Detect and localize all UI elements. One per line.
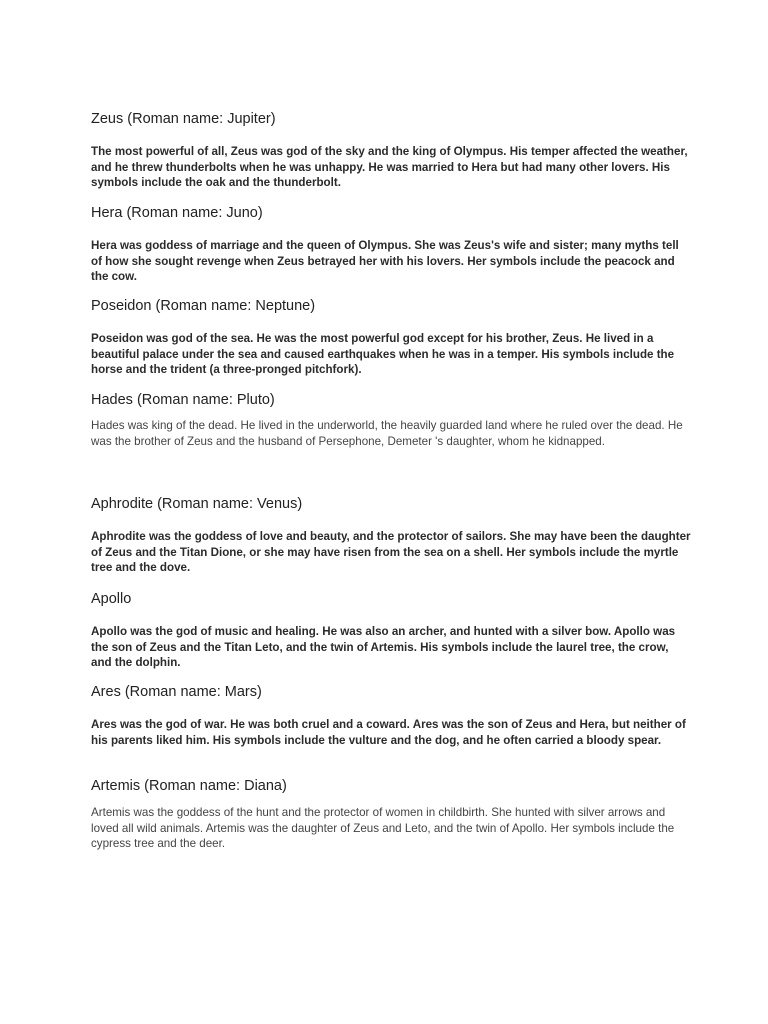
section-heading-zeus: Zeus (Roman name: Jupiter) bbox=[91, 111, 276, 127]
section-heading-aphrodite: Aphrodite (Roman name: Venus) bbox=[91, 496, 303, 512]
section-heading-hades: Hades (Roman name: Pluto) bbox=[91, 392, 275, 408]
section-heading-apollo: Apollo bbox=[91, 591, 132, 607]
section-heading-artemis: Artemis (Roman name: Diana) bbox=[91, 778, 287, 794]
section-heading-poseidon: Poseidon (Roman name: Neptune) bbox=[91, 298, 316, 314]
section-body-aphrodite: Aphrodite was the goddess of love and beauty, and the protector of sailors. She may have been the daughter of Zeus and the Titan Dione, or she may have risen from the sea on a shell. Her symbols include the myrtle tree and the dove. bbox=[91, 530, 691, 574]
section-heading-hera: Hera (Roman name: Juno) bbox=[91, 205, 263, 221]
section-body-apollo: Apollo was the god of music and healing. He was also an archer, and hunted with a silver bow. Apollo was the son of Zeus and the Titan Leto, and the twin of Artemis. His symbols include the laurel tree, the crow, and the dolphin. bbox=[91, 625, 676, 669]
section-body-hades: Hades was king of the dead. He lived in the underworld, the heavily guarded land where he ruled over the dead. He was the brother of Zeus and the husband of Persephone, Demeter 's daughter, whom he kidnapped. bbox=[91, 419, 683, 448]
section-body-poseidon: Poseidon was god of the sea. He was the most powerful god except for his brother, Zeus. He lived in a beautiful palace under the sea and caused earthquakes when he was in a temper. His symbols include the horse and the trident (a three-pronged pitchfork). bbox=[91, 332, 675, 376]
section-body-ares: Ares was the god of war. He was both cruel and a coward. Ares was the son of Zeus and Hera, but neither of his parents liked him. His symbols include the vulture and the dog, and he often carried a bloody spear. bbox=[91, 718, 686, 747]
section-heading-ares: Ares (Roman name: Mars) bbox=[91, 684, 262, 700]
section-body-hera: Hera was goddess of marriage and the queen of Olympus. She was Zeus's wife and sister; many myths tell of how she sought revenge when Zeus betrayed her with his lovers. Her symbols include the peacock and the cow. bbox=[91, 239, 679, 283]
section-body-zeus: The most powerful of all, Zeus was god of the sky and the king of Olympus. His temper affected the weather, and he threw thunderbolts when he was unhappy. He was married to Hera but had many other lovers. His symbols include the oak and the thunderbolt. bbox=[91, 145, 688, 189]
section-body-artemis: Artemis was the goddess of the hunt and the protector of women in childbirth. She hunted with silver arrows and loved all wild animals. Artemis was the daughter of Zeus and Leto, and the twin of Apollo. Her symbols include the cypress tree and the deer. bbox=[91, 806, 675, 850]
